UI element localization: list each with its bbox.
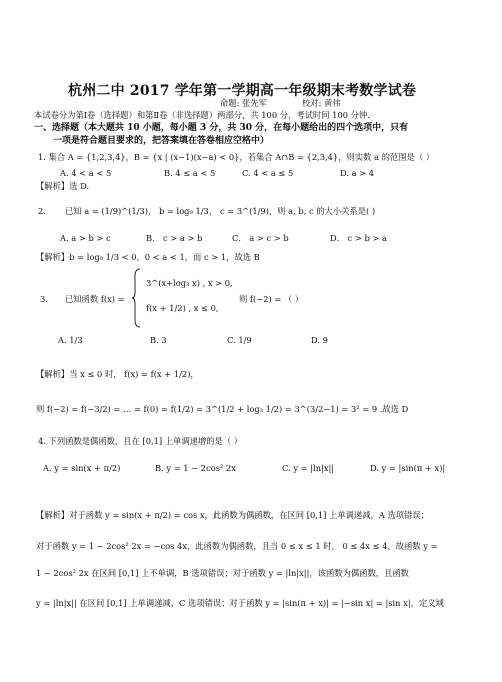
q2-option-a: A. a > b > c [60, 233, 111, 243]
q4-analysis-line3: 1 − 2cos² 2x 在区间 [0,1] 上不单调，B 选项错误；对于函数 y = |ln|x||，该函数为偶函数，且函数 [36, 568, 409, 578]
piecewise-brace [132, 268, 142, 328]
q3-analysis-line1: 【解析】当 x ≤ 0 时， f(x) = f(x + 1/2)， [36, 369, 199, 379]
q1-option-b: B. 4 ≤ a < 5 [164, 168, 216, 178]
q2-b-expression: b = log₉ 1/3， [159, 206, 218, 216]
q4-analysis-line4: y = |ln|x|| 在区间 [0,1] 上单调递减，C 选项错误；对于函数 y = |sin(π + x)| = |−sin x| = |sin x|，定义域 [36, 598, 444, 608]
q2-a-expression: 已知 a = (1/9)^(1/3)， [65, 206, 157, 216]
q4-option-c: C. y = |ln|x|| [282, 463, 335, 473]
checker-label: 校对: 黄伟 [302, 98, 341, 108]
q4-analysis-line1: 【解析】对于函数 y = sin(x + π/2) = cos x，此函数为偶函数，在区间 [0,1] 上单调递减，A 选项错误； [36, 510, 429, 520]
exam-intro: 本试卷分为第Ⅰ卷（选择题）和第Ⅱ卷（非选择题）两部分，共 100 分，考试时间 100 分钟. [34, 110, 370, 120]
q1-analysis: 【解析】选 D. [36, 181, 90, 191]
q3-stem: 已知函数 f(x) = [65, 294, 125, 304]
author-label: 命题: 张先军 [220, 98, 267, 108]
q3-option-d: D. 9 [311, 335, 328, 345]
section-heading-line1: 一、选择题（本大题共 10 小题，每小题 3 分，共 30 分，在每小题给出的四个选项中，只有 [34, 123, 409, 133]
q3-stem-tail: 则 f(−2) = （ ） [239, 294, 304, 304]
q2-option-b: B． c > a > b [146, 233, 203, 243]
q2-option-d: D． c > b > a [330, 233, 387, 243]
q2-analysis: 【解析】b = log₉ 1/3 < 0，0 < a < 1，而 c > 1，故选 B [36, 252, 260, 262]
q2-c-expression: c = 3^(1/9)，则 a, b, c 的大小关系是( ) [220, 206, 376, 216]
q3-option-a: A. 1/3 [58, 335, 83, 345]
q4-option-b: B. y = 1 − 2cos² 2x [155, 463, 236, 473]
q4-analysis-line2: 对于函数 y = 1 − 2cos² 2x = −cos 4x，此函数为偶函数，且当 0 ≤ x ≤ 1 时， 0 ≤ 4x ≤ 4，故函数 y = [36, 541, 438, 551]
q4-option-d: D. y = |sin(π + x)| [370, 463, 446, 473]
q3-number: 3. [40, 294, 48, 304]
q4-option-a: A. y = sin(x + π/2) [43, 463, 121, 473]
q4-stem: 4. 下列函数是偶函数，且在 [0,1] 上单调递增的是（ ） [38, 436, 243, 446]
q3-case-2: f(x + 1/2) , x ≤ 0, [146, 303, 219, 313]
q2-option-c: C． a > c > b [232, 233, 289, 243]
section-heading-line2: 一项是符合题目要求的，把答案填在答卷相应空格中） [53, 136, 270, 146]
q3-option-b: B. 3 [150, 335, 167, 345]
q1-stem: 1. 集合 A = {1,2,3,4}，B = {x | (x−1)(x−a) < 0}，若集合 A∩B = {2,3,4}，则实数 a 的范围是（ ） [38, 152, 435, 162]
q1-option-c: C. 4 < a ≤ 5 [242, 168, 294, 178]
q1-option-a: A. 4 < a < 5 [60, 168, 112, 178]
q1-option-d: D. a > 4 [340, 168, 375, 178]
q3-option-c: C. 1/9 [227, 335, 252, 345]
q3-analysis-line2: 则 f(−2) = f(−3/2) = … = f(0) = f(1/2) = 3^(1/2 + log₃ 1/2) = 3^(3/2−1) = 3² = 9 .故选 D [36, 404, 409, 414]
q2-number: 2. [38, 206, 46, 216]
exam-title: 杭州二中 2017 学年第一学期高一年级期末考数学试卷 [68, 83, 417, 99]
q3-case-1: 3^(x+log₃ x) , x > 0, [146, 278, 233, 288]
